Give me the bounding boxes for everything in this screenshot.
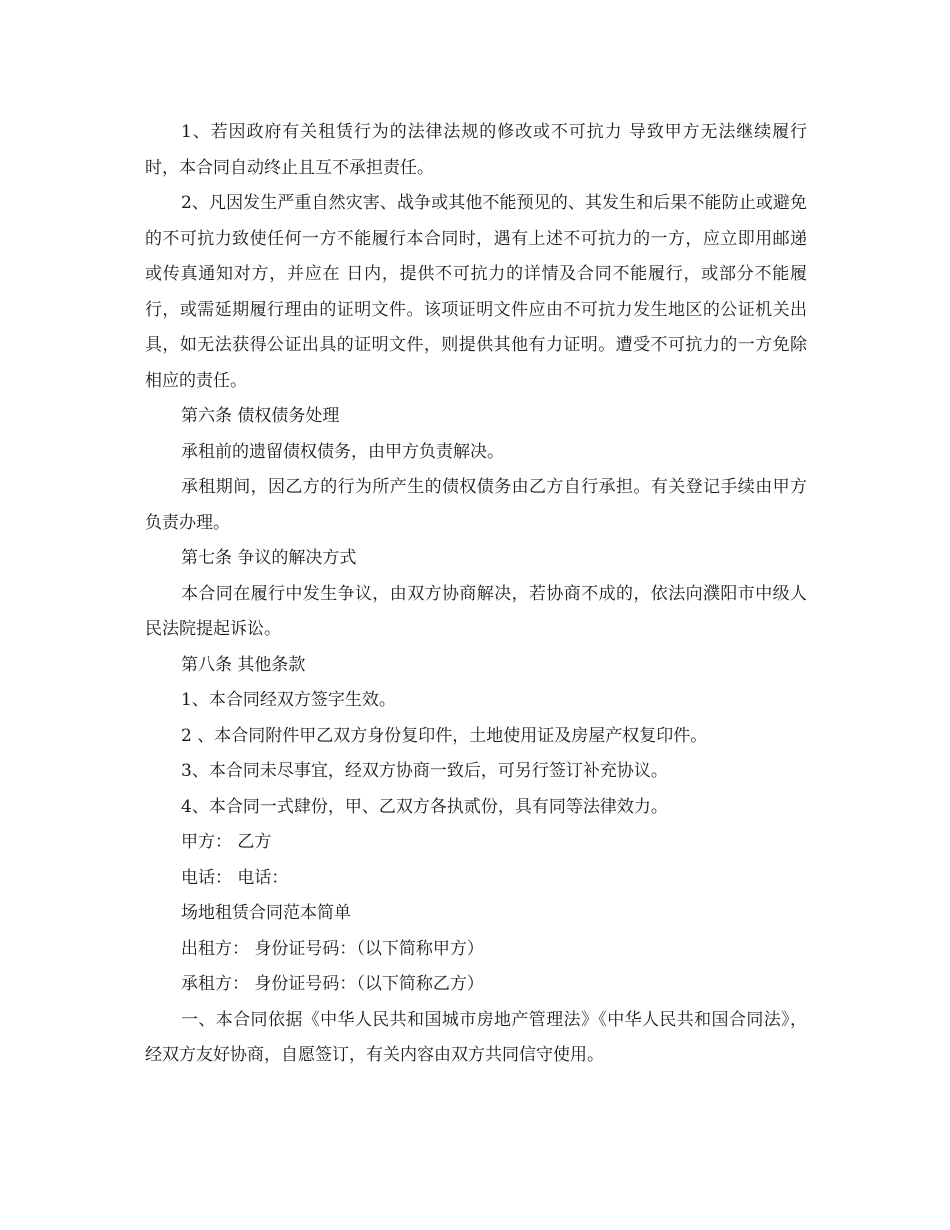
clause-force-majeure-1: 1、若因政府有关租赁行为的法律法规的修改或不可抗力 导致甲方无法继续履行时，本合同自动终止且互不承担责任。: [145, 122, 807, 178]
phone-line: 电话： 电话：: [181, 867, 289, 888]
clause-force-majeure-2: 2、凡因发生严重自然灾害、战争或其他不能预见的、其发生和后果不能防止或避免的不可抗力致使任何一方不能履行本合同时，遇有上述不可抗力的一方，应立即用邮递或传真通知对方，并应在 日内，提供不可抗力的详情及合同不能履行，或部分不能履行，或需延期履行理由的证明文件。该项证明文件应由不可抗力发生地区的公证机关出具，如无法获得公证出具的证明文件，则提供其他有力证明。遭受不可抗力的一方免除相应的责任。: [145, 193, 807, 391]
lessor-line: 出租方： 身份证号码：（以下简称甲方）: [181, 938, 484, 959]
article-7-paragraph: 本合同在履行中发生争议，由双方协商解决，若协商不成的，依法向濮阳市中级人民法院提起诉讼。: [145, 583, 807, 639]
article-8-item-3: 3、本合同未尽事宜，经双方协商一致后，可另行签订补充协议。: [181, 761, 668, 781]
article-6-heading: 第六条 债权债务处理: [181, 406, 340, 426]
article-6-paragraph-1: 承租前的遗留债权债务，由甲方负责解决。: [181, 441, 504, 462]
document-body: [145, 115, 807, 1074]
contract-title: 场地租赁合同范本简单: [181, 903, 351, 923]
section-1-paragraph: 一、本合同依据《中华人民共和国城市房地产管理法》《中华人民共和国合同法》，经双方友好协商，自愿签订，有关内容由双方共同信守使用。: [145, 1009, 807, 1065]
article-8-item-1: 1、本合同经双方签字生效。: [181, 690, 396, 710]
article-8-heading: 第八条 其他条款: [181, 654, 306, 675]
article-7-heading: 第七条 争议的解决方式: [181, 548, 357, 568]
article-8-item-4: 4、本合同一式肆份，甲、乙双方各执贰份，具有同等法律效力。: [181, 796, 668, 817]
signature-parties-line: 甲方： 乙方: [181, 832, 272, 852]
article-6-paragraph-2: 承租期间，因乙方的行为所产生的债权债务由乙方自行承担。有关登记手续由甲方负责办理。: [145, 477, 807, 533]
lessee-line: 承租方： 身份证号码：（以下简称乙方）: [181, 974, 484, 994]
article-8-item-2: 2 、本合同附件甲乙双方身份复印件，土地使用证及房屋产权复印件。: [181, 725, 708, 746]
